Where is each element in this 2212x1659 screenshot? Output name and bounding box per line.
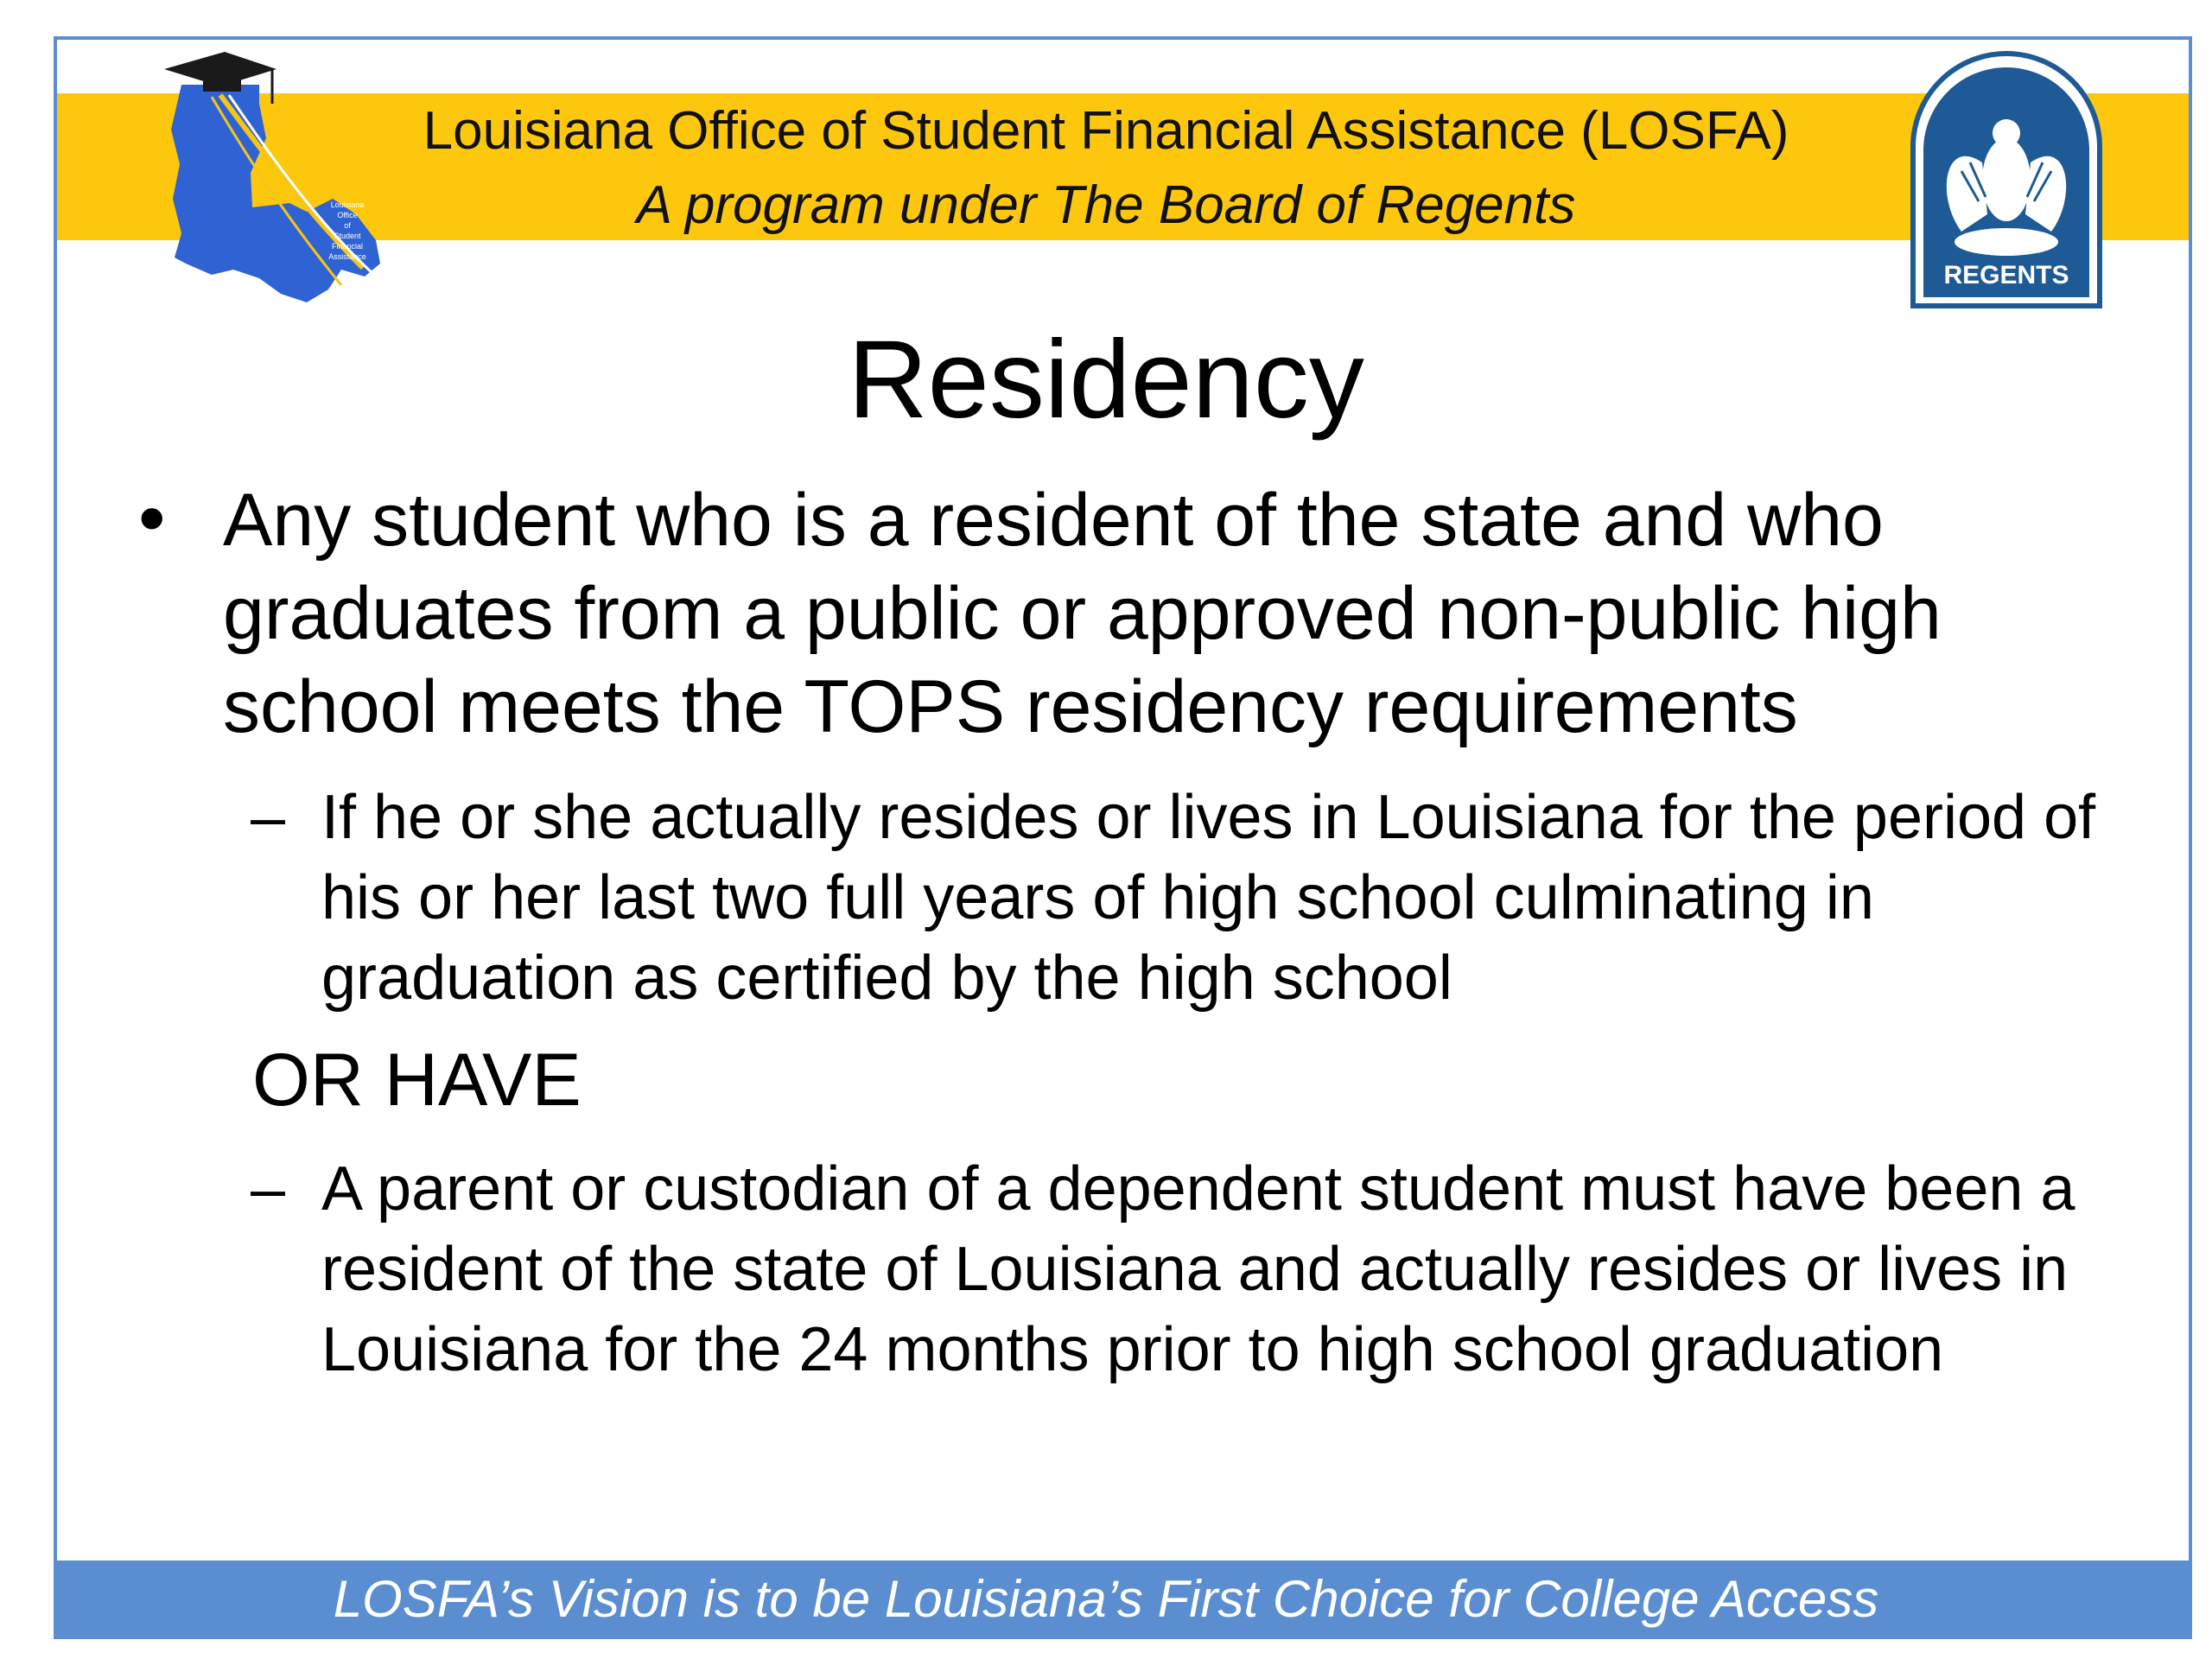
dash-icon: – <box>251 1154 286 1224</box>
or-have-connector: OR HAVE <box>252 1039 582 1122</box>
losfa-logo-line: Student <box>334 232 361 240</box>
dash-icon: – <box>251 783 286 852</box>
sub-bullet-text: A parent or custodian of a dependent student must have been a resident of the state of Louisiana and actually resides or lives in Louisiana for the 24 months prior to high school graduation <box>321 1154 2075 1384</box>
regents-label: REGENTS <box>1943 261 2069 289</box>
losfa-logo-line: of <box>344 221 351 230</box>
main-bullet-text: Any student who is a resident of the state and who graduates from a public or approved non-public high school meets the TOPS residency requirements <box>223 479 1942 748</box>
bullet-icon: • <box>138 475 166 562</box>
losfa-logo-line: Office <box>337 211 358 219</box>
sub-bullet-text: If he or she actually resides or lives in Louisiana for the period of his or her last two full years of high school culminating in graduation as certified by the high school <box>321 783 2096 1013</box>
vision-statement: LOSFA’s Vision is to be Louisiana’s First Choice for College Access <box>333 1570 1879 1628</box>
losfa-logo-line: Louisiana <box>330 200 365 209</box>
losfa-logo-line: Assistance <box>328 252 366 261</box>
organization-title: Louisiana Office of Student Financial Assistance (LOSFA) <box>423 101 1789 161</box>
organization-subtitle: A program under The Board of Regents <box>636 175 1576 235</box>
losfa-logo-line: Financial <box>331 242 364 251</box>
slide-title: Residency <box>848 318 1364 442</box>
